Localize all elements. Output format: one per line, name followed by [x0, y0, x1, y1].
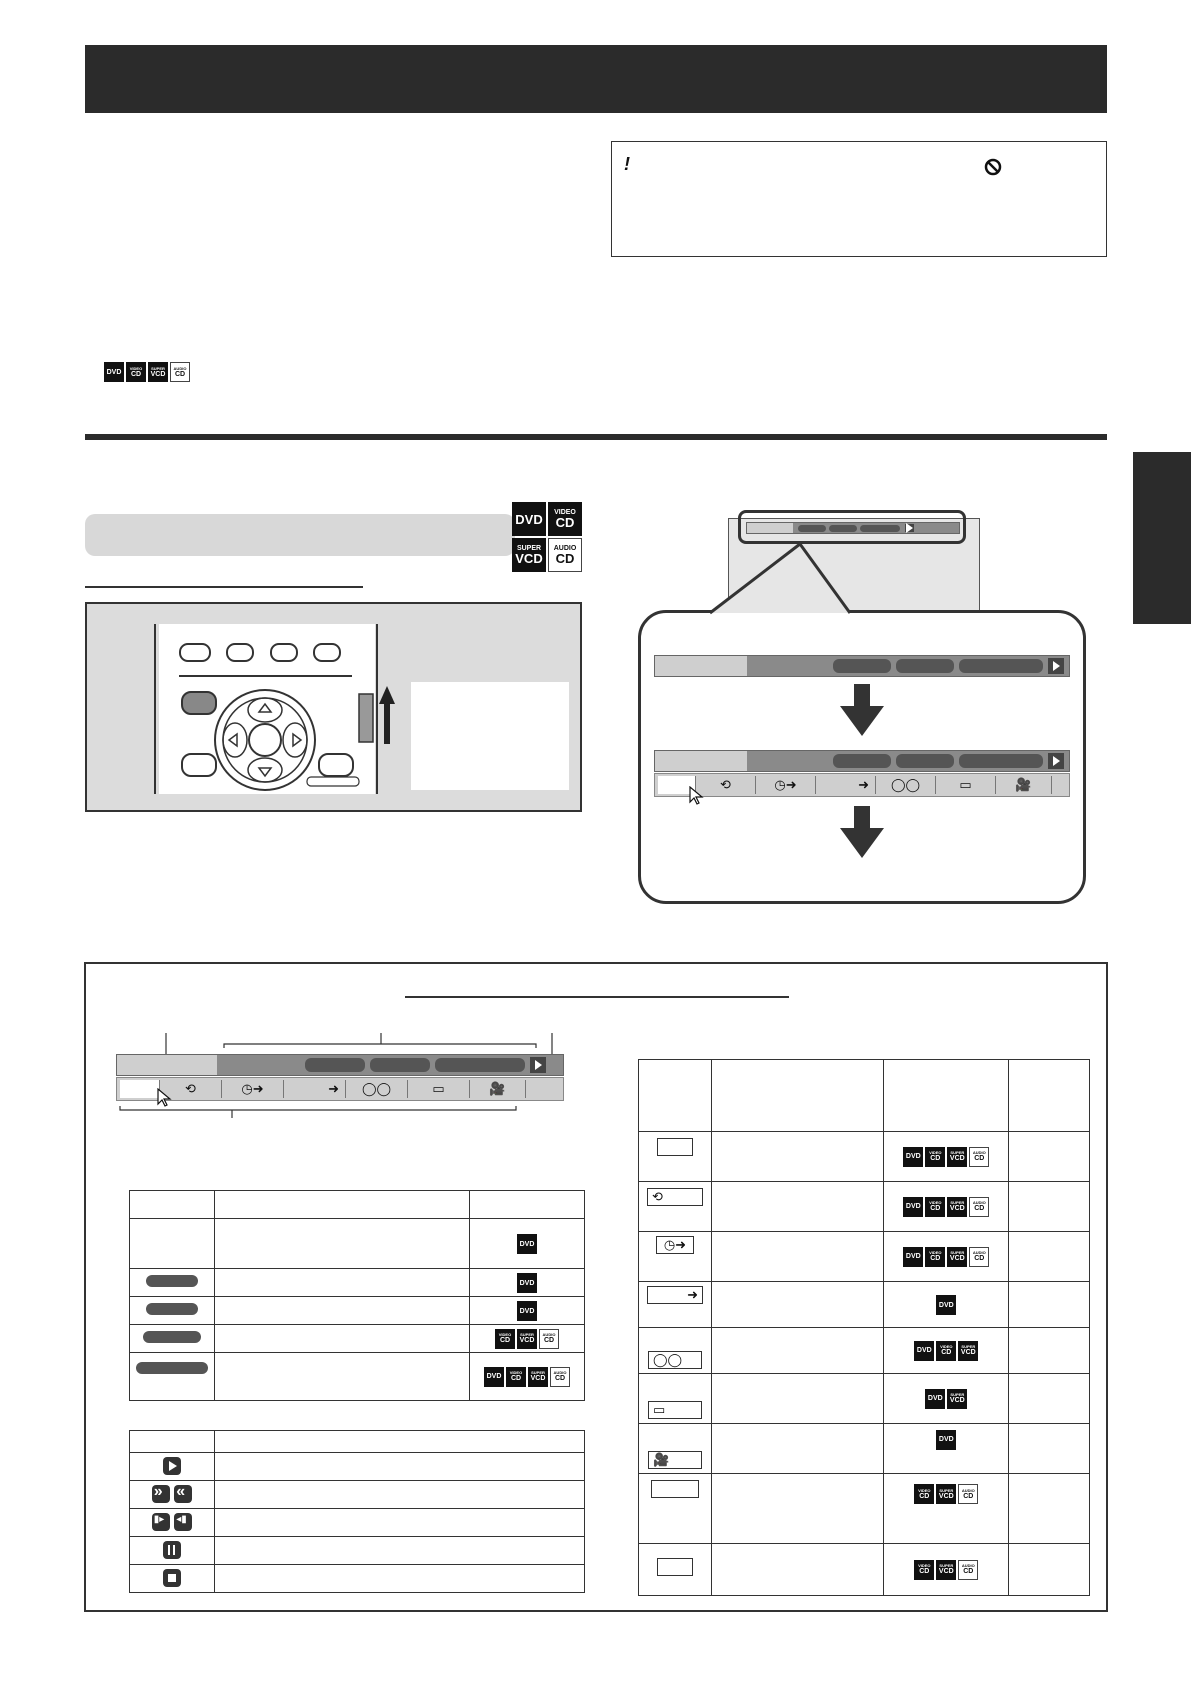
- dvd-badge: DVD: [517, 1301, 537, 1321]
- repeat-icon: ⟲: [647, 1188, 703, 1206]
- super-vcd-badge: SUPER VCD: [958, 1341, 978, 1361]
- slow-reverse-icon: [174, 1513, 192, 1531]
- super-vcd-badge: SUPER VCD: [947, 1247, 967, 1267]
- subsection-underline: [85, 586, 363, 588]
- blank-icon-box: [651, 1480, 699, 1498]
- exclamation-icon: !: [624, 154, 630, 174]
- large-disc-badges: [512, 502, 584, 572]
- clock-arrow-icon: ◷➜: [222, 1080, 284, 1098]
- subsection-heading-band: [85, 514, 515, 556]
- audio-cd-badge: AUDIO CD: [958, 1484, 978, 1504]
- audio-cd-badge: AUDIO CD: [958, 1560, 978, 1580]
- super-vcd-badge: SUPER VCD: [148, 362, 168, 382]
- page-header-band: [85, 45, 1107, 113]
- reference-title-underline: [405, 996, 789, 998]
- pause-icon: [163, 1541, 181, 1559]
- audio-cd-badge: AUDIO CD: [170, 362, 190, 382]
- dvd-badge: DVD: [104, 362, 124, 382]
- audio-cd-badge: AUDIO CD: [969, 1147, 989, 1167]
- dvd-badge: DVD: [936, 1295, 956, 1315]
- bar-items-table: [129, 1190, 585, 1401]
- down-arrow-1: [840, 684, 884, 736]
- cursor-icon: [688, 786, 704, 806]
- arrow-right-icon: ➜: [647, 1286, 703, 1304]
- magnify-focus-frame: [738, 510, 966, 544]
- clock-arrow-icon: ◷➜: [656, 1236, 694, 1254]
- remote-illustration-panel: [85, 602, 582, 812]
- dvd-badge: DVD: [903, 1247, 923, 1267]
- super-vcd-badge: SUPER VCD: [936, 1560, 956, 1580]
- arrow-right-icon: ➜: [816, 776, 876, 794]
- subtitle-icon: ▭: [936, 776, 996, 794]
- disc-type-badges-small: [104, 362, 190, 382]
- dvd-badge: DVD: [484, 1367, 504, 1387]
- onscreen-bar-state-1: [654, 655, 1070, 677]
- display-pill: [146, 1303, 198, 1315]
- video-cd-badge: VIDEO CD: [506, 1367, 526, 1387]
- video-cd-badge: VIDEO CD: [495, 1329, 515, 1349]
- fast-reverse-icon: [174, 1485, 192, 1503]
- dvd-badge: DVD: [925, 1389, 945, 1409]
- onscreen-bar-state-2: [654, 750, 1070, 772]
- super-vcd-badge: SUPER VCD: [936, 1484, 956, 1504]
- super-vcd-badge: SUPER VCD: [947, 1197, 967, 1217]
- audio-cd-badge: AUDIO CD: [550, 1367, 570, 1387]
- video-cd-badge: VIDEO CD: [914, 1560, 934, 1580]
- onscreen-icon-row: [654, 773, 1070, 797]
- play-icon: [163, 1457, 181, 1475]
- video-cd-badge: VIDEO CD: [936, 1341, 956, 1361]
- magnify-callout-lines: [638, 540, 1086, 615]
- camera-icon: 🎥: [996, 776, 1052, 794]
- super-vcd-badge: SUPER VCD: [528, 1367, 548, 1387]
- clock-arrow-icon: ◷➜: [756, 776, 816, 794]
- prohibited-icon: [984, 158, 1002, 176]
- fast-forward-icon: [152, 1485, 170, 1503]
- audio-icon: ◯◯: [876, 776, 936, 794]
- dvd-badge: DVD: [914, 1341, 934, 1361]
- video-cd-badge: VIDEO CD: [914, 1484, 934, 1504]
- dvd-badge: DVD: [903, 1197, 923, 1217]
- section-side-tab: [1133, 452, 1191, 624]
- super-vcd-badge: SUPER VCD: [947, 1389, 967, 1409]
- super-vcd-badge: SUPER VCD: [947, 1147, 967, 1167]
- reference-icon-row: [116, 1077, 564, 1101]
- arrow-right-icon: ➜: [284, 1080, 346, 1098]
- down-arrow-2: [840, 806, 884, 858]
- dvd-badge: DVD: [903, 1147, 923, 1167]
- slow-forward-icon: [152, 1513, 170, 1531]
- video-cd-badge: VIDEO CD: [126, 362, 146, 382]
- dvd-badge: DVD: [936, 1430, 956, 1450]
- audio-cd-badge: AUDIO CD: [548, 538, 582, 572]
- display-pill: [143, 1331, 201, 1343]
- reference-onscreen-bar: [116, 1054, 564, 1076]
- audio-icon: ◯◯: [346, 1080, 408, 1098]
- blank-cell: [120, 1080, 160, 1098]
- dvd-badge: DVD: [517, 1273, 537, 1293]
- video-cd-badge: VIDEO CD: [925, 1147, 945, 1167]
- camera-icon: 🎥: [648, 1451, 702, 1469]
- subtitle-icon: ▭: [408, 1080, 470, 1098]
- video-cd-badge: VIDEO CD: [925, 1247, 945, 1267]
- audio-cd-badge: AUDIO CD: [969, 1247, 989, 1267]
- repeat-icon: ⟲: [160, 1080, 222, 1098]
- blank-icon-box: [657, 1558, 693, 1576]
- stop-icon: [163, 1569, 181, 1587]
- display-pill: [136, 1362, 208, 1374]
- blank-icon-box: [657, 1138, 693, 1156]
- subtitle-icon: ▭: [648, 1401, 702, 1419]
- camera-icon: 🎥: [470, 1080, 526, 1098]
- playback-status-table: [129, 1430, 585, 1593]
- cursor-icon: [156, 1088, 172, 1108]
- caution-box: [611, 141, 1107, 257]
- dvd-badge: DVD: [517, 1234, 537, 1254]
- audio-cd-badge: AUDIO CD: [539, 1329, 559, 1349]
- repeat-icon: ⟲: [696, 776, 756, 794]
- display-pill: [146, 1275, 198, 1287]
- dvd-badge: DVD: [512, 502, 546, 536]
- icon-functions-table: [638, 1059, 1090, 1596]
- video-cd-badge: VIDEO CD: [548, 502, 582, 536]
- audio-icon: ◯◯: [648, 1351, 702, 1369]
- callout-white-box: [411, 682, 569, 790]
- super-vcd-badge: SUPER VCD: [517, 1329, 537, 1349]
- video-cd-badge: VIDEO CD: [925, 1197, 945, 1217]
- section-divider: [85, 434, 1107, 440]
- super-vcd-badge: SUPER VCD: [512, 538, 546, 572]
- audio-cd-badge: AUDIO CD: [969, 1197, 989, 1217]
